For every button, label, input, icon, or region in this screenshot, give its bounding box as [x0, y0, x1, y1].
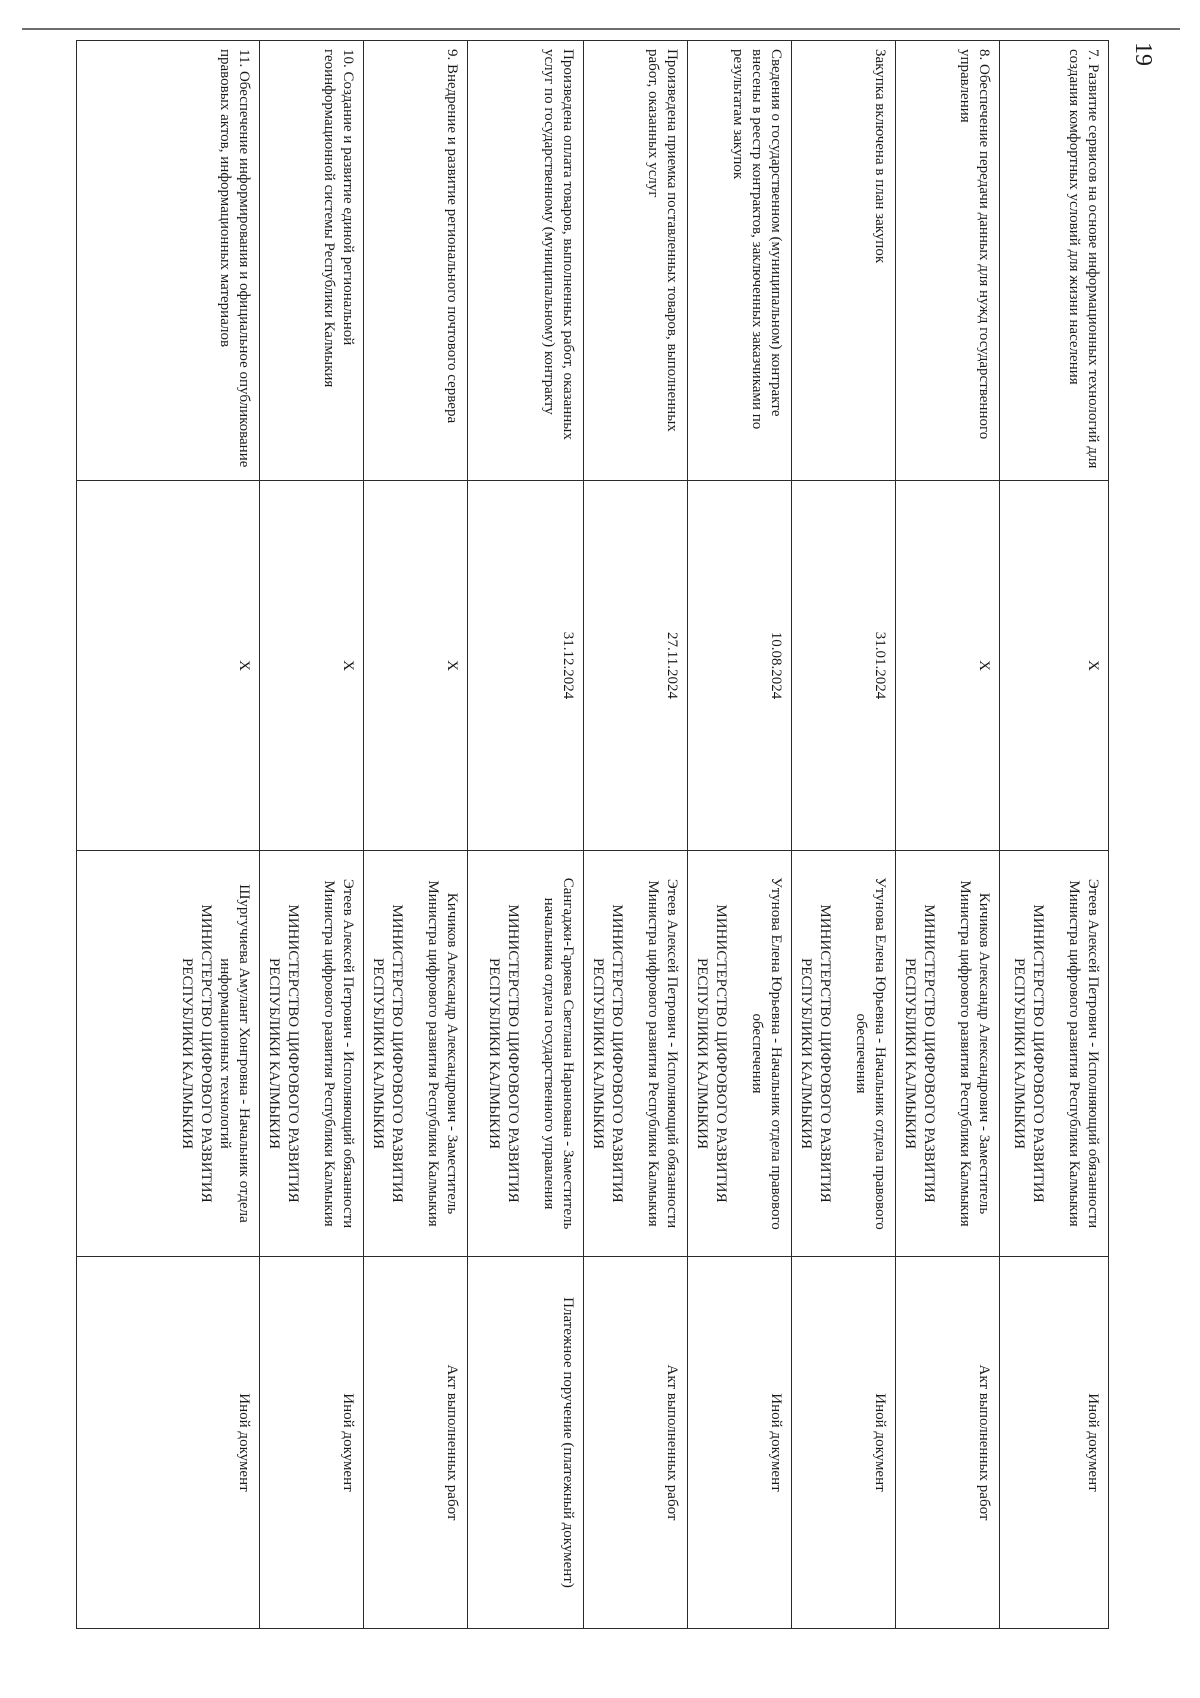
responsible-person: Этеев Алексей Петрович - Исполняющий обязанности Министра цифрового развития Республики Калмыкия	[645, 878, 680, 1229]
date-cell: X	[364, 481, 468, 851]
responsible-person: Кичиков Александр Александрович - Заместитель Министра цифрового развития Республики Калмыкия	[957, 880, 992, 1227]
event-cell: Произведена приемка поставленных товаров, выполненных работ, оказанных услуг	[584, 41, 688, 481]
responsible-cell	[792, 851, 896, 1257]
document-cell: Акт выполненных работ	[584, 1257, 688, 1629]
date-cell: X	[896, 481, 1000, 851]
page-number: 19	[1130, 42, 1156, 66]
responsible-cell	[260, 851, 364, 1257]
date-cell: 31.01.2024	[792, 481, 896, 851]
responsible-person: Утунова Елена Юрьевна - Начальник отдела правового обеспечения	[749, 877, 784, 1230]
responsible-cell	[584, 851, 688, 1257]
table-row	[1000, 41, 1109, 1629]
responsible-organization: МИНИСТЕРСТВО ЦИФРОВОГО РАЗВИТИЯ РЕСПУБЛИКИ КАЛМЫКИЯ	[590, 904, 625, 1203]
table-row	[364, 41, 468, 1629]
responsible-cell	[77, 851, 260, 1257]
responsible-cell	[468, 851, 584, 1257]
responsible-organization: МИНИСТЕРСТВО ЦИФРОВОГО РАЗВИТИЯ РЕСПУБЛИКИ КАЛМЫКИЯ	[370, 904, 405, 1203]
rotated-table-wrapper	[117, 40, 1109, 1628]
responsible-cell	[896, 851, 1000, 1257]
event-cell: 7. Развитие сервисов на основе информационных технологий для создания комфортных условий для жизни населения	[1000, 41, 1109, 481]
date-cell: 31.12.2024	[468, 481, 584, 851]
date-cell: X	[1000, 481, 1109, 851]
responsible-cell	[364, 851, 468, 1257]
responsible-person: Утунова Елена Юрьевна - Начальник отдела правового обеспечения	[853, 877, 888, 1230]
responsible-person: Кичиков Александр Александрович - Заместитель Министра цифрового развития Республики Калмыкия	[425, 880, 460, 1227]
date-cell: X	[77, 481, 260, 851]
event-cell: Сведения о государственном (муниципальном) контракте внесены в реестр контрактов, заключенных заказчиками по результатам закупок	[688, 41, 792, 481]
event-cell: Произведена оплата товаров, выполненных работ, оказанных услуг по государственному (муниципальному) контракту	[468, 41, 584, 481]
responsible-person: Сангаджи-Гаряева Светлана Наранована - Заместитель начальника отдела государственного управления	[541, 877, 576, 1230]
table-row	[792, 41, 896, 1629]
document-cell: Иной документ	[77, 1257, 260, 1629]
event-cell: 8. Обеспечение передачи данных для нужд государственного управления	[896, 41, 1000, 481]
responsible-organization: МИНИСТЕРСТВО ЦИФРОВОГО РАЗВИТИЯ РЕСПУБЛИКИ КАЛМЫКИЯ	[266, 904, 301, 1203]
responsible-person: Этеев Алексей Петрович - Исполняющий обязанности Министра цифрового развития Республики Калмыкия	[1066, 878, 1101, 1229]
responsible-person: Шургучиева Амулант Хонгровна - Начальник отдела информационных технологий	[217, 884, 252, 1223]
document-cell: Иной документ	[260, 1257, 364, 1629]
document-cell: Иной документ	[688, 1257, 792, 1629]
responsible-organization: МИНИСТЕРСТВО ЦИФРОВОГО РАЗВИТИЯ РЕСПУБЛИКИ КАЛМЫКИЯ	[1011, 904, 1046, 1203]
event-cell: 9. Внедрение и развитие регионального почтового сервера	[364, 41, 468, 481]
table-row	[584, 41, 688, 1629]
responsible-organization: МИНИСТЕРСТВО ЦИФРОВОГО РАЗВИТИЯ РЕСПУБЛИКИ КАЛМЫКИЯ	[486, 904, 521, 1203]
table-row	[688, 41, 792, 1629]
responsible-organization: МИНИСТЕРСТВО ЦИФРОВОГО РАЗВИТИЯ РЕСПУБЛИКИ КАЛМЫКИЯ	[179, 904, 214, 1203]
event-cell: 10. Создание и развитие единой региональной геоинформационной системы Республики Калмыкия	[260, 41, 364, 481]
responsible-person: Этеев Алексей Петрович - Исполняющий обязанности Министра цифрового развития Республики Калмыкия	[321, 878, 356, 1229]
document-cell: Иной документ	[1000, 1257, 1109, 1629]
responsible-cell	[1000, 851, 1109, 1257]
responsible-cell	[688, 851, 792, 1257]
responsible-organization: МИНИСТЕРСТВО ЦИФРОВОГО РАЗВИТИЯ РЕСПУБЛИКИ КАЛМЫКИЯ	[694, 904, 729, 1203]
table-row	[468, 41, 584, 1629]
document-cell: Иной документ	[792, 1257, 896, 1629]
event-cell: Закупка включена в план закупок	[792, 41, 896, 481]
table-row	[260, 41, 364, 1629]
document-cell: Платежное поручение (платежный документ)	[468, 1257, 584, 1629]
top-rule	[22, 28, 1180, 30]
date-cell: 27.11.2024	[584, 481, 688, 851]
event-cell: 11. Обеспечение информирования и официальное опубликование правовых актов, информационных материалов	[77, 41, 260, 481]
document-cell: Акт выполненных работ	[364, 1257, 468, 1629]
responsible-organization: МИНИСТЕРСТВО ЦИФРОВОГО РАЗВИТИЯ РЕСПУБЛИКИ КАЛМЫКИЯ	[902, 904, 937, 1203]
table-row	[77, 41, 260, 1629]
plan-table	[76, 40, 1109, 1629]
table-row	[896, 41, 1000, 1629]
document-cell: Акт выполненных работ	[896, 1257, 1000, 1629]
date-cell: 10.08.2024	[688, 481, 792, 851]
date-cell: X	[260, 481, 364, 851]
responsible-organization: МИНИСТЕРСТВО ЦИФРОВОГО РАЗВИТИЯ РЕСПУБЛИКИ КАЛМЫКИЯ	[798, 904, 833, 1203]
